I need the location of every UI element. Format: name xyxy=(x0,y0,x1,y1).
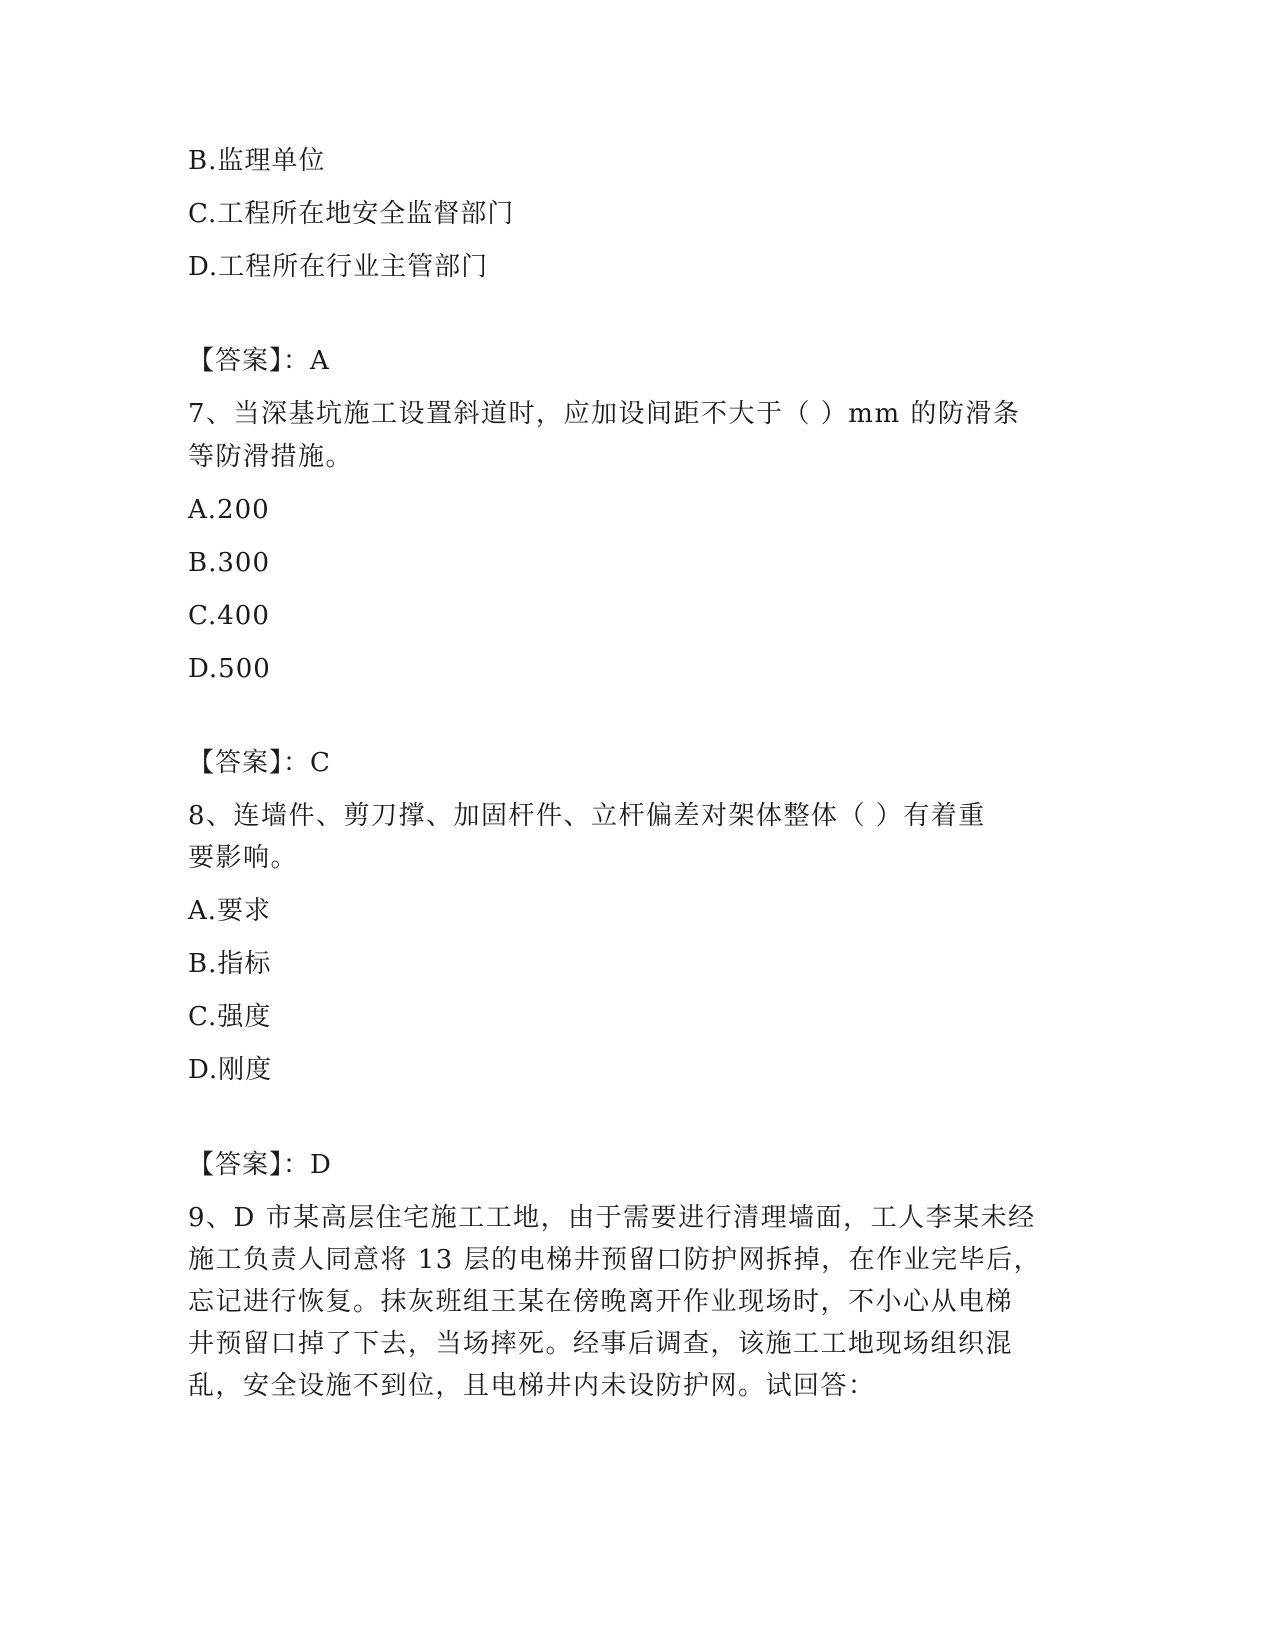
option-c: C.工程所在地安全监督部门 xyxy=(188,199,515,229)
question-9-stem-line-1: 9、D 市某高层住宅施工工地，由于需要进行清理墙面，工人李某未经 xyxy=(188,1203,1036,1233)
question-7-stem-line-1: 7、当深基坑施工设置斜道时，应加设间距不大于（ ）mm 的防滑条 xyxy=(188,399,1021,429)
question-7-option-b: B.300 xyxy=(188,548,270,578)
question-7-option-a: A.200 xyxy=(188,495,270,525)
question-7-option-d: D.500 xyxy=(188,654,271,684)
question-8-answer: 【答案】：D xyxy=(188,1150,332,1180)
question-7-option-c: C.400 xyxy=(188,601,270,631)
question-8-option-b: B.指标 xyxy=(188,949,272,979)
question-8-stem-line-1: 8、连墙件、剪刀撑、加固杆件、立杆偏差对架体整体（ ）有着重 xyxy=(188,801,986,831)
question-9-stem-line-5: 乱，安全设施不到位，且电梯井内未设防护网。试回答： xyxy=(188,1371,876,1401)
question-8-option-c: C.强度 xyxy=(188,1002,272,1032)
question-7-stem-line-2: 等防滑措施。 xyxy=(188,442,354,472)
option-b: B.监理单位 xyxy=(188,146,326,176)
question-8-option-d: D.刚度 xyxy=(188,1055,273,1085)
question-8-stem-line-2: 要影响。 xyxy=(188,843,299,873)
option-d: D.工程所在行业主管部门 xyxy=(188,252,489,282)
answer-label: 【答案】：A xyxy=(188,346,330,376)
question-7-answer: 【答案】：C xyxy=(188,748,331,778)
question-9-stem-line-3: 忘记进行恢复。抹灰班组王某在傍晚离开作业现场时，不小心从电梯 xyxy=(188,1287,1014,1317)
question-8-option-a: A.要求 xyxy=(188,896,272,926)
question-9-stem-line-2: 施工负责人同意将 13 层的电梯井预留口防护网拆掉，在作业完毕后， xyxy=(188,1245,1042,1275)
question-9-stem-line-4: 井预留口掉了下去，当场摔死。经事后调查，该施工工地现场组织混 xyxy=(188,1329,1014,1359)
